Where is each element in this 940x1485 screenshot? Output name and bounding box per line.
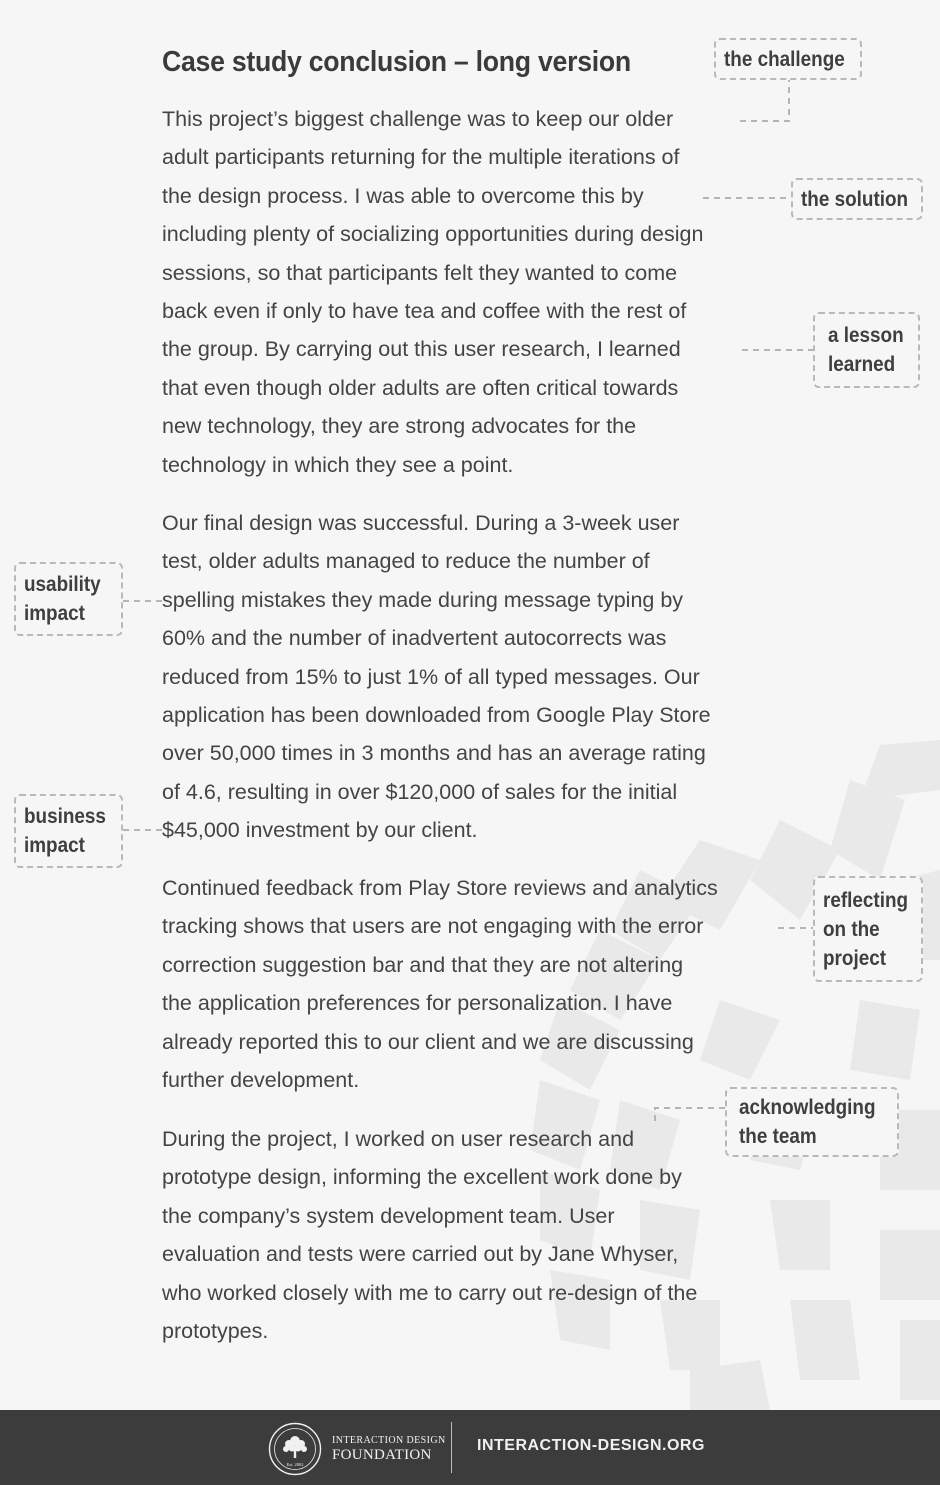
foundation-logo-text: [332, 1435, 446, 1463]
paragraph-reflection: [162, 869, 802, 1099]
paragraph-line: During the project, I worked on user research and: [162, 1127, 635, 1151]
paragraph-line: the design process. I was able to overcome this by: [162, 183, 644, 208]
seal-text: Est. 2002: [286, 1462, 304, 1467]
paragraph-line: adult participants returning for the multiple iterations of: [162, 145, 680, 170]
paragraph-line: new technology, they are strong advocates for the: [162, 414, 637, 439]
paragraph-line: Our final design was successful. During a 3-week user: [162, 511, 680, 535]
website-link[interactable]: INTERACTION-DESIGN.ORG: [477, 1437, 705, 1454]
paragraph-line: over 50,000 times in 3 months and has an average rating: [162, 741, 706, 766]
page-title: Case study conclusion – long version: [162, 46, 631, 78]
paragraph-line: further development.: [162, 1068, 360, 1093]
annotation-the-challenge: [714, 38, 862, 80]
paragraph-line: the application preferences for personalization. I have: [162, 991, 673, 1016]
paragraph-line: reduced from 15% to just 1% of all typed messages. Our: [162, 664, 700, 689]
annotation-label: acknowledging: [739, 1096, 876, 1119]
paragraph-line: prototype design, informing the excellent work done by: [162, 1165, 682, 1190]
annotation-label: on the: [823, 917, 880, 941]
paragraph-line: spelling mistakes they made during message typing by: [162, 587, 684, 612]
annotation-label: project: [823, 946, 887, 970]
annotation-label: the solution: [801, 187, 909, 211]
paragraph-line: who worked closely with me to carry out re-design of the: [162, 1280, 698, 1305]
paragraph-impact: [162, 504, 802, 850]
annotation-business-impact: [14, 794, 123, 868]
annotation-acknowledging-team: [725, 1087, 899, 1157]
paragraph-line: already reported this to our client and we are discussing: [162, 1029, 694, 1054]
paragraph-line: that even though older adults are often critical towards: [162, 375, 679, 400]
annotation-label: a lesson: [828, 324, 904, 347]
paragraph-line: tracking shows that users are not engaging with the error: [162, 914, 704, 939]
annotation-label: impact: [24, 834, 85, 857]
logo-line-2: FOUNDATION: [332, 1447, 432, 1463]
paragraph-line: of 4.6, resulting in over $120,000 of sales for the initial: [162, 779, 678, 804]
paragraph-line: This project’s biggest challenge was to keep our older: [162, 107, 674, 131]
annotation-reflecting-on-project: [813, 876, 923, 982]
paragraph-line: the company’s system development team. User: [162, 1203, 615, 1228]
annotation-label: learned: [828, 353, 896, 376]
paragraph-line: application has been downloaded from Google Play Store: [162, 703, 711, 728]
paragraph-line: test, older adults managed to reduce the number of: [162, 549, 650, 574]
foundation-seal-icon: [268, 1422, 322, 1476]
paragraph-line: 60% and the number of inadvertent autocorrects was: [162, 626, 667, 651]
paragraph-line: the group. By carrying out this user research, I learned: [162, 337, 681, 362]
paragraph-line: including plenty of socializing opportunities during design: [162, 222, 704, 247]
annotation-label: business: [24, 805, 106, 828]
annotation-label: the challenge: [724, 47, 845, 71]
annotation-the-solution: [791, 178, 923, 220]
annotation-usability-impact: [14, 562, 123, 636]
footer-divider: [451, 1422, 452, 1473]
annotation-label: impact: [24, 602, 85, 625]
tree-icon: [283, 1436, 307, 1458]
footer: [0, 1410, 940, 1485]
annotation-lesson-learned: [813, 312, 920, 388]
paragraph-challenge: [162, 100, 802, 484]
paragraph-line: sessions, so that participants felt they wanted to come: [162, 260, 678, 285]
paragraph-acknowledgement: [162, 1120, 802, 1350]
paragraph-line: correction suggestion bar and that they are not altering: [162, 952, 684, 977]
logo-line-1: INTERACTION DESIGN: [332, 1435, 446, 1446]
paragraph-line: $45,000 investment by our client.: [162, 818, 478, 843]
annotation-label: usability: [24, 573, 101, 596]
paragraph-line: evaluation and tests were carried out by Jane Whyser,: [162, 1242, 679, 1267]
paragraph-line: prototypes.: [162, 1319, 269, 1344]
paragraph-line: technology in which they see a point.: [162, 452, 514, 477]
paragraph-line: back even if only to have tea and coffee with the rest of: [162, 299, 687, 324]
annotation-label: reflecting: [823, 888, 909, 912]
annotation-label: the team: [739, 1125, 817, 1148]
paragraph-line: Continued feedback from Play Store reviews and analytics: [162, 876, 718, 900]
